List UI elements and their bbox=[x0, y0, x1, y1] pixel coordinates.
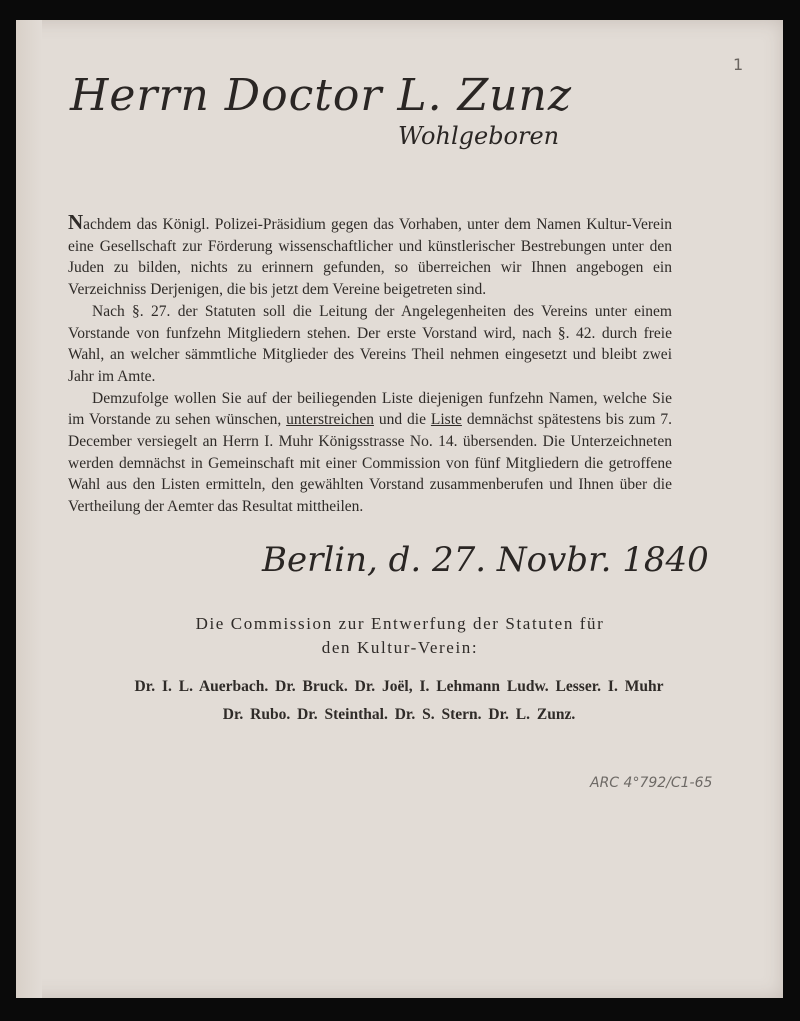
page-number: 1 bbox=[733, 55, 744, 74]
commission-heading-line-1: Die Commission zur Entwerfung der Statuten für bbox=[195, 614, 605, 633]
paragraph-3-part-b: und die bbox=[378, 411, 426, 429]
handwritten-place-date: Berlin, d. 27. Novbr. 1840 bbox=[262, 540, 709, 580]
member-names-line-1: Dr. I. L. Auerbach. Dr. Bruck. Dr. Joël, I. Lehmann Ludw. Lesser. I. Muhr bbox=[134, 678, 664, 695]
underlined-word-1: unterstreichen bbox=[286, 411, 374, 429]
letter-body bbox=[68, 212, 672, 518]
paragraph-3-part-a: Demzufolge wollen Sie auf der beiliegenden Liste diejenigen funfzehn Namen, welche Sie im Vorstande zu sehen wünschen, bbox=[68, 389, 672, 429]
archive-shelfmark: ARC 4°792/C1-65 bbox=[590, 775, 713, 791]
handwritten-salutation: Wohlgeboren bbox=[398, 122, 560, 150]
paper-left-edge bbox=[16, 20, 42, 998]
handwritten-addressee: Herrn Doctor L. Zunz bbox=[70, 70, 573, 121]
paragraph-1-text: achdem das Königl. Polizei-Präsidium gegen das Vorhaben, unter dem Namen Kultur-Verein eine Gesellschaft zur Förderung wissenschaftlicher und künstlerischer Bestrebungen unter den Juden zu bilden, nichts zu erinnern gefunden, so überreichen wir Ihnen angebogen ein Verzeichniss Derjenigen, die bis jetzt dem Vereine beigetreten sind. bbox=[68, 216, 672, 299]
paragraph-2: Nach §. 27. der Statuten soll die Leitung der Angelegenheiten des Vereins unter einem Vorstande von funfzehn Mitgliedern stehen. Der erste Vorstand wird, nach §. 42. durch freie Wahl, an welcher sämmtliche Mitglieder des Vereins Theil nehmen eingesetzt und bleibt zwei Jahr im Amte. bbox=[68, 302, 672, 385]
paragraph-1 bbox=[68, 212, 672, 301]
paragraph-3 bbox=[68, 388, 672, 518]
underlined-word-2: Liste bbox=[430, 411, 462, 429]
member-names-line-2: Dr. Rubo. Dr. Steinthal. Dr. S. Stern. Dr. L. Zunz. bbox=[222, 706, 576, 723]
drop-cap: N bbox=[68, 210, 84, 234]
commission-heading-line-2: den Kultur-Verein: bbox=[321, 638, 479, 657]
paragraph-3-part-c: demnächst spätestens bis zum 7. December versiegelt an Herrn I. Muhr Königsstrasse No. 14. übersenden. Die Unterzeichneten werden demnächst in Gemeinschaft mit einer Commission von fünf Mitgliedern die getroffene Wahl aus den Listen ermitteln, den gewählten Vorstand zusammenberufen und Ihnen über die Vertheilung der Aemter das Resultat mittheilen. bbox=[68, 411, 673, 516]
